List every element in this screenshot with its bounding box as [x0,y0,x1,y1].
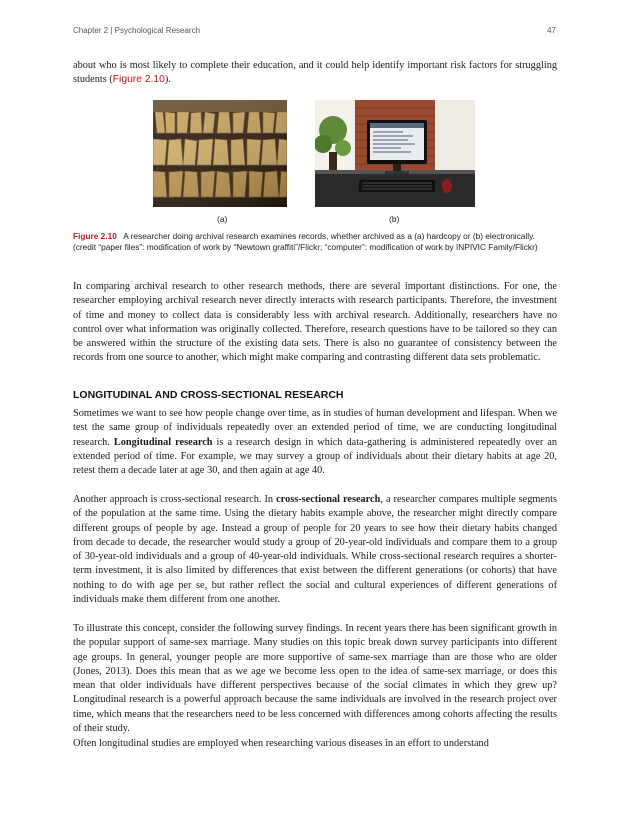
figure-caption [73,231,557,252]
paper-files-photo [153,100,287,207]
figure-label-b: (b) [389,214,400,224]
figure-reference-link[interactable]: Figure 2.10 [112,74,165,86]
page-number: 47 [547,26,556,35]
paragraph-diseases: Often longitudinal studies are employed when researching various diseases in an effort to understand [73,738,489,749]
paragraph-cross-sectional: Another approach is cross-sectional research. In cross-sectional research, a researcher compares multiple segments of the population at the same time. Using the dietary habits example above, the researcher might directly compare different groups of people by age. Instead a group of people for 20 years to see how their dietary habits changed from decade to decade, the researcher would study a group of 20-year-old individuals and compare them to a group of 30-year-old individuals and a group of 40-year-old individuals. While cross-sectional research requires a shorter-term investment, it is also limited by differences that exist between the different generations (or cohorts) that have nothing to do with age per se, but rather reflect the social and cultural experiences of different generations of individuals make them different from one another. [73,494,557,606]
term-cross-sectional-research: cross-sectional research [276,494,381,505]
computer-photo [315,100,475,207]
caption-text: A researcher doing archival research examines records, whether archived as a (a) hardcopy or (b) electronically. (credit “paper files”: modification of work by “Newtown graffiti”/Flickr; “computer”: modification of work by INPIVIC Family/Flickr) [73,231,538,252]
paragraph-archival-comparison: In comparing archival research to other research methods, there are several important distinctions. For one, the researcher employing archival research never directly interacts with research participants. Therefore, the investment of time and money to collect data is considerably less with archival research. Additionally, researchers have no control over what information was originally collected. Therefore, research questions have to be tailored so they can be answered within the structure of the existing data sets. There is also no guarantee of consistency between the records from one source to another, which might make comparing and contrasting different data sets problematic. [73,281,557,364]
paragraph-longitudinal: Sometimes we want to see how people change over time, as in studies of human development and lifespan. When we test the same group of individuals repeatedly over an extended period of time, we are conducting longitudinal research. Longitudinal research is a research design in which data-gathering is administered repeatedly over an extended period of time. For example, we may survey a group of individuals about their dietary habits at age 20, retest them a decade later at age 30, and then again at age 40. [73,408,558,477]
caption-label: Figure 2.10 [73,231,117,241]
running-header: Chapter 2 | Psychological Research [73,26,201,35]
intro-paragraph: about who is most likely to complete their education, and it could help identify important risk factors for struggling students (Figure 2.10). [73,60,557,86]
section-heading: LONGITUDINAL AND CROSS-SECTIONAL RESEARCH [73,389,344,401]
figure-label-a: (a) [217,214,228,224]
term-longitudinal-research: Longitudinal research [113,436,213,448]
paragraph-survey-example: To illustrate this concept, consider the following survey findings. In recent years there has been significant growth in the popular support of same-sex marriage. Many studies on this topic break down survey participants into different age groups. In general, younger people are more supportive of same-sex marriage than are those who are older (Jones, 2013). Does this mean that as we age we become less open to the idea of same-sex marriage, or does this mean that older individuals have different perspectives because of the social climates in which they grew up? Longitudinal research is a powerful approach because the same individuals are involved in the research project over time, which means that the researchers need to be less concerned with differences among cohorts affecting the results of their study. [73,623,557,735]
